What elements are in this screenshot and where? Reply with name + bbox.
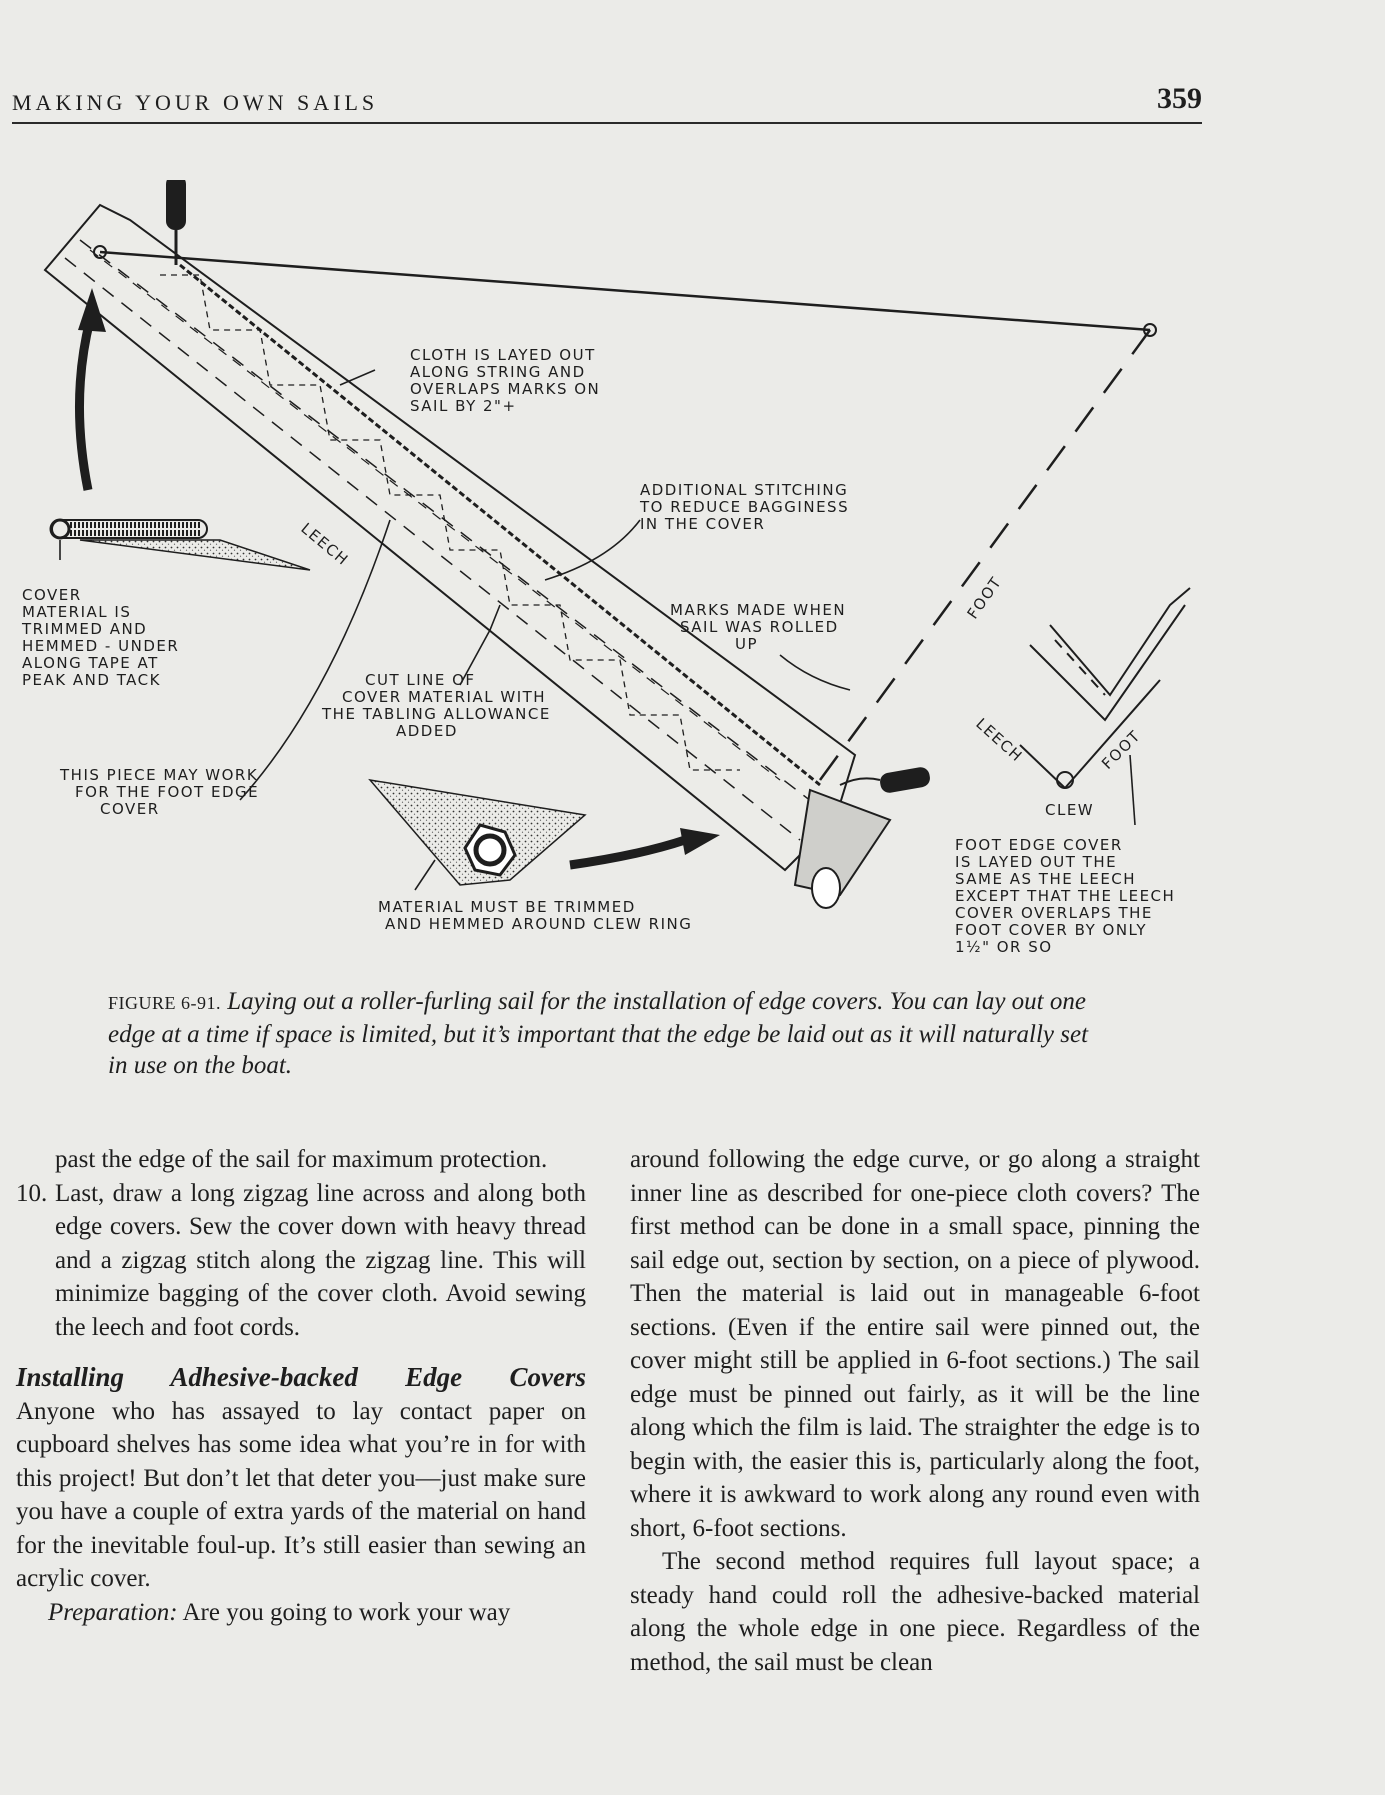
svg-text:MARKS MADE WHEN: MARKS MADE WHEN bbox=[670, 601, 847, 619]
run-in-heading: Preparation: bbox=[48, 1598, 178, 1626]
sail-layout-illustration bbox=[20, 180, 1210, 960]
svg-text:CLEW: CLEW bbox=[1045, 801, 1095, 819]
roller-end bbox=[795, 790, 890, 908]
body-paragraph: Anyone who has assayed to lay contact paper on cupboard shelves has some idea what you’re in for with this project! But don’t let that deter you—just make sure you have a couple of extra yards of the material on hand for the inevitable foul-up. It’s still easier than sewing an acrylic cover. bbox=[16, 1397, 586, 1592]
svg-text:MATERIAL MUST BE TRIMMED: MATERIAL MUST BE TRIMMED bbox=[378, 898, 636, 916]
svg-text:UP: UP bbox=[735, 635, 759, 653]
svg-text:FOR THE FOOT EDGE: FOR THE FOOT EDGE bbox=[75, 783, 260, 801]
svg-text:EXCEPT THAT THE LEECH: EXCEPT THAT THE LEECH bbox=[955, 887, 1176, 905]
continuation-text: past the edge of the sail for maximum protection. bbox=[55, 1146, 548, 1173]
figure-6-91 bbox=[20, 180, 1210, 960]
body-text: Are you going to work your way bbox=[177, 1598, 511, 1626]
svg-text:ADDITIONAL STITCHING: ADDITIONAL STITCHING bbox=[640, 481, 849, 499]
svg-text:ALONG STRING AND: ALONG STRING AND bbox=[410, 363, 586, 381]
svg-text:SAIL WAS ROLLED: SAIL WAS ROLLED bbox=[680, 618, 839, 636]
svg-text:CUT LINE OF: CUT LINE OF bbox=[365, 671, 476, 689]
page-number: 359 bbox=[1157, 82, 1202, 115]
right-column bbox=[630, 1143, 1200, 1679]
rotate-arrow bbox=[79, 320, 90, 490]
svg-text:IS LAYED OUT THE: IS LAYED OUT THE bbox=[955, 853, 1118, 871]
svg-text:COVER: COVER bbox=[100, 800, 160, 818]
clew-ring-detail bbox=[370, 780, 585, 885]
svg-text:SAME AS THE LEECH: SAME AS THE LEECH bbox=[955, 870, 1137, 888]
body-paragraph: The second method requires full layout space; a steady hand could roll the adhesive-backed material along the whole edge in one piece. Regardless of the method, the sail must be clean bbox=[630, 1548, 1200, 1676]
svg-text:1½" OR SO: 1½" OR SO bbox=[955, 938, 1053, 956]
page-header bbox=[12, 82, 1202, 124]
list-item-text: Last, draw a long zigzag line across and along both edge covers. Sew the cover down with heavy thread and a zigzag stitch along the zigzag line. This will minimize bagging of the cover cloth. Avoid sewing the leech and foot cords. bbox=[55, 1179, 586, 1341]
svg-text:THE TABLING ALLOWANCE: THE TABLING ALLOWANCE bbox=[322, 705, 551, 723]
svg-text:FOOT: FOOT bbox=[963, 573, 1006, 623]
svg-text:ALONG TAPE AT: ALONG TAPE AT bbox=[22, 654, 159, 672]
running-head: MAKING YOUR OWN SAILS bbox=[12, 90, 379, 115]
svg-text:FOOT COVER BY ONLY: FOOT COVER BY ONLY bbox=[955, 921, 1148, 939]
figure-caption-text: Laying out a roller-furling sail for the installation of edge covers. You can lay out one edge at a time if space is limited, but it’s important that the edge be laid out as it will naturally set in use on the boat. bbox=[108, 988, 1089, 1079]
svg-text:FOOT: FOOT bbox=[1098, 726, 1145, 773]
svg-text:COVER MATERIAL WITH: COVER MATERIAL WITH bbox=[342, 688, 547, 706]
svg-text:OVERLAPS MARKS ON: OVERLAPS MARKS ON bbox=[410, 380, 601, 398]
svg-text:LEECH: LEECH bbox=[972, 714, 1027, 766]
svg-text:ADDED: ADDED bbox=[396, 722, 458, 740]
section-subheading: Installing Adhesive-backed Edge Covers bbox=[16, 1362, 586, 1392]
figure-label: FIGURE 6-91. bbox=[108, 993, 221, 1013]
svg-text:THIS PIECE MAY WORK: THIS PIECE MAY WORK bbox=[60, 766, 259, 784]
list-item-10 bbox=[16, 1177, 586, 1345]
svg-text:TO REDUCE BAGGINESS: TO REDUCE BAGGINESS bbox=[640, 498, 850, 516]
figure-caption bbox=[108, 986, 1108, 1081]
svg-text:LEECH: LEECH bbox=[297, 519, 353, 570]
foot-line bbox=[820, 330, 1150, 780]
clew-awl bbox=[840, 766, 931, 794]
svg-text:MATERIAL IS: MATERIAL IS bbox=[22, 603, 132, 621]
svg-text:CLOTH IS LAYED OUT: CLOTH IS LAYED OUT bbox=[410, 346, 596, 364]
svg-text:AND HEMMED AROUND CLEW RING: AND HEMMED AROUND CLEW RING bbox=[385, 915, 693, 933]
svg-text:PEAK AND TACK: PEAK AND TACK bbox=[22, 671, 161, 689]
svg-text:HEMMED - UNDER: HEMMED - UNDER bbox=[22, 637, 180, 655]
svg-text:FOOT EDGE COVER: FOOT EDGE COVER bbox=[955, 836, 1123, 854]
body-paragraph bbox=[16, 1596, 586, 1630]
left-column bbox=[16, 1143, 586, 1629]
svg-text:COVER OVERLAPS THE: COVER OVERLAPS THE bbox=[955, 904, 1153, 922]
svg-text:IN THE COVER: IN THE COVER bbox=[640, 515, 766, 533]
list-number: 10. bbox=[16, 1179, 48, 1207]
flip-arrow bbox=[570, 840, 685, 865]
svg-text:TRIMMED AND: TRIMMED AND bbox=[22, 620, 148, 638]
svg-text:SAIL BY 2"+: SAIL BY 2"+ bbox=[410, 397, 517, 415]
peak-tape-detail bbox=[51, 520, 310, 570]
body-paragraph: around following the edge curve, or go along a straight inner line as described for one-piece cloth covers? The first method can be done in a small space, pinning the sail edge out, section by section, on a piece of plywood. Then the material is laid out in manageable 6-foot sections. (Even if the entire sail were pinned out, the cover might still be applied in 6-foot sections.) The sail edge must be pinned out fairly, as it will be the line along which the film is laid. The straighter the edge is to begin with, the easier this is, particularly along the foot, where it is awkward to work along any round even with short, 6-foot sections. bbox=[630, 1146, 1200, 1542]
svg-text:COVER: COVER bbox=[22, 586, 82, 604]
